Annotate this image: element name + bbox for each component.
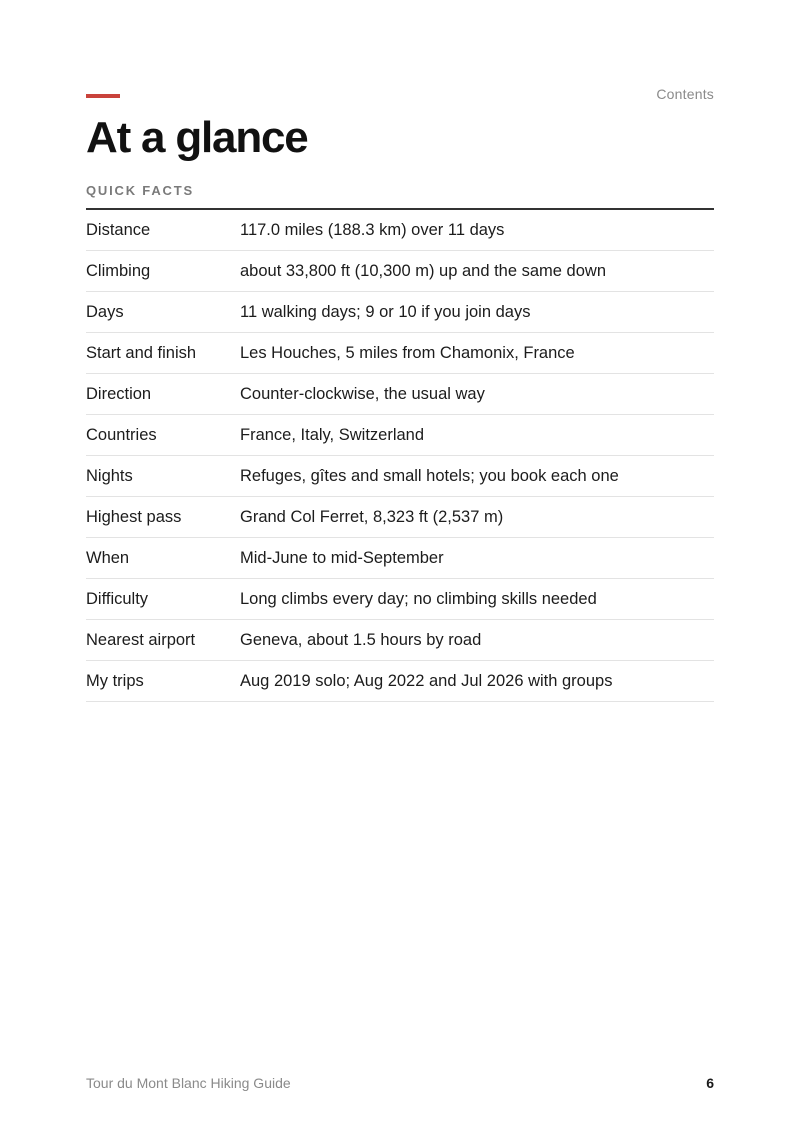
fact-row-start-finish — [86, 333, 714, 374]
fact-row-climbing — [86, 251, 714, 292]
fact-value: Les Houches, 5 miles from Chamonix, France — [240, 344, 575, 362]
fact-key: Countries — [86, 426, 157, 444]
fact-row-days — [86, 292, 714, 333]
fact-row-highest-pass — [86, 497, 714, 538]
fact-key: Climbing — [86, 262, 151, 280]
fact-row-countries — [86, 415, 714, 456]
fact-value: Counter-clockwise, the usual way — [240, 385, 485, 403]
page-title: At a glance — [86, 113, 308, 162]
fact-key: Start and finish — [86, 344, 197, 362]
fact-row-my-trips — [86, 661, 714, 702]
fact-value: 11 walking days; 9 or 10 if you join days — [240, 303, 531, 321]
fact-row-difficulty — [86, 579, 714, 620]
fact-key: Highest pass — [86, 508, 182, 526]
fact-row-nearest-airport — [86, 620, 714, 661]
fact-value: Mid-June to mid-September — [240, 549, 444, 567]
fact-key: My trips — [86, 672, 144, 690]
fact-key: Distance — [86, 221, 151, 239]
footer-guide-title: Tour du Mont Blanc Hiking Guide — [86, 1075, 291, 1091]
fact-row-direction — [86, 374, 714, 415]
fact-row-nights — [86, 456, 714, 497]
accent-bar — [86, 94, 120, 98]
fact-value: Aug 2019 solo; Aug 2022 and Jul 2026 with groups — [240, 672, 613, 690]
fact-value: about 33,800 ft (10,300 m) up and the same down — [240, 262, 606, 280]
contents-link[interactable]: Contents — [656, 86, 714, 102]
fact-value: France, Italy, Switzerland — [240, 426, 425, 444]
fact-row-distance — [86, 210, 714, 251]
footer-page-number: 6 — [706, 1075, 714, 1091]
quick-facts-table — [86, 208, 714, 702]
fact-key: When — [86, 549, 130, 567]
fact-row-when — [86, 538, 714, 579]
fact-key: Direction — [86, 385, 152, 403]
fact-value: Geneva, about 1.5 hours by road — [240, 631, 482, 649]
fact-value: 117.0 miles (188.3 km) over 11 days — [240, 221, 505, 239]
fact-key: Nearest airport — [86, 631, 196, 649]
fact-value: Refuges, gîtes and small hotels; you book each one — [240, 467, 619, 485]
section-label: QUICK FACTS — [86, 183, 194, 198]
fact-key: Difficulty — [86, 590, 149, 608]
fact-value: Grand Col Ferret, 8,323 ft (2,537 m) — [240, 508, 504, 526]
fact-key: Nights — [86, 467, 133, 485]
fact-key: Days — [86, 303, 124, 321]
fact-value: Long climbs every day; no climbing skills needed — [240, 590, 597, 608]
